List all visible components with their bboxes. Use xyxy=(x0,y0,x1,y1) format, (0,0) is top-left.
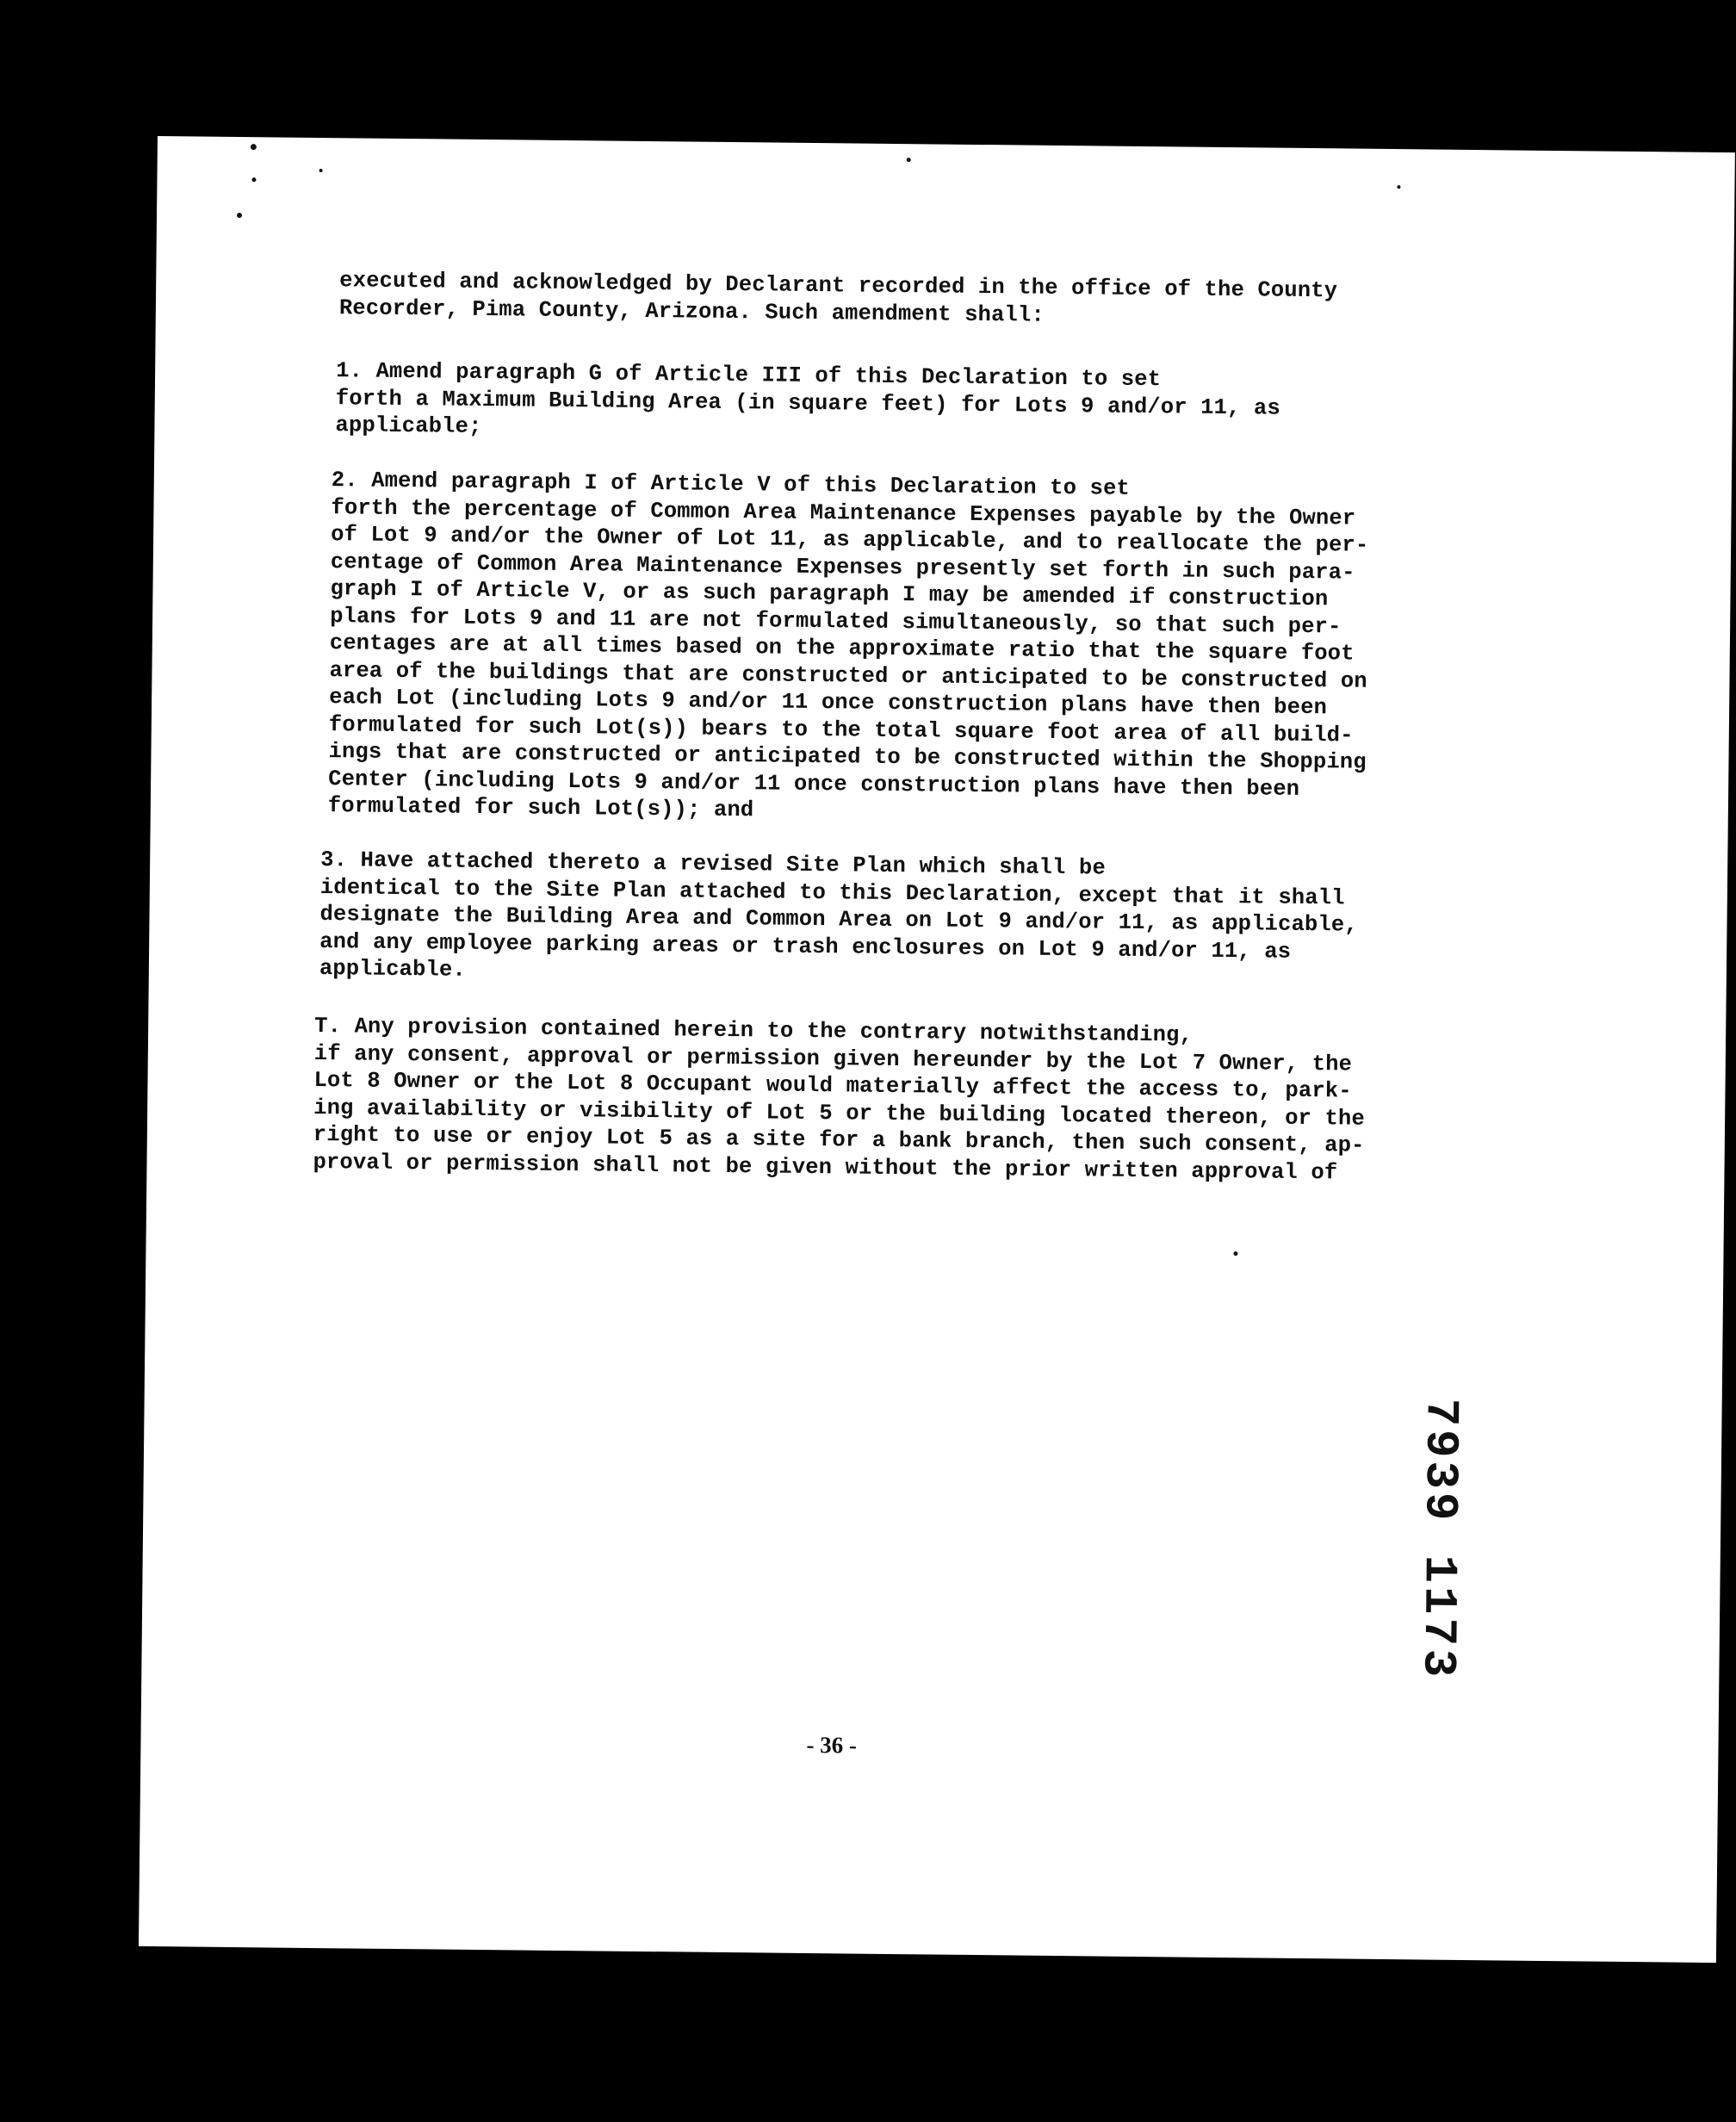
intro-paragraph: executed and acknowledged by Declarant recorded in the office of the County Recorder, Pima County, Arizona. Such amendment shall: xyxy=(338,268,1338,328)
recording-stamp: 7939 1173 xyxy=(1410,1398,1466,1681)
section-t-paragraph: T. Any provision contained herein to the contrary notwithstanding, if any consent, approval or permission given hereunder by the Lot 7 Owner, the Lot 8 Owner or the Lot 8 Occupant would materially affect the access to, park- ing availability or visibility of Lot 5 or the building located thereon, or the right to use or enjoy Lot 5 as a site for a bank branch, then such consent, ap- proval or permission shall not be given without the prior written approval of xyxy=(313,1013,1366,1185)
page-number: - 36 - xyxy=(806,1731,858,1759)
numbered-paragraph-1: 1. Amend paragraph G of Article III of this Declaration to set forth a Maximum Building Area (in square feet) for Lots 9 and/or 11, as applicable; xyxy=(335,358,1281,439)
scan-speck xyxy=(319,169,323,172)
scan-speck xyxy=(237,213,242,218)
scan-speck xyxy=(907,158,911,162)
scan-speck xyxy=(251,144,257,150)
scan-speck xyxy=(1233,1251,1237,1256)
scan-speck xyxy=(251,177,256,182)
numbered-paragraph-3: 3. Have attached thereto a revised Site Plan which shall be identical to the Site Plan attached to this Declaration, except that it shall designate the Building Area and Common Area on Lot 9 and/or 11, as applicable, and any employee parking areas or trash enclosures on Lot 9 and/or 11, as applicable. xyxy=(319,847,1358,983)
scan-speck xyxy=(1397,185,1400,189)
document-page xyxy=(139,136,1735,1963)
numbered-paragraph-2: 2. Amend paragraph I of Article V of this Declaration to set forth the percentage of Common Area Maintenance Expenses payable by the Owner of Lot 9 and/or the Owner of Lot 11, as applicable, and to reallocate the per- centage of Common Area Maintenance Expenses presently set forth in such para- graph I of Article V, or as such paragraph I may be amended if construction plans for Lots 9 and 11 are not formulated simultaneously, so that such per- centages are at all times based on the approximate ratio that the square foot area of the buildings that are constructed or anticipated to be constructed on each Lot (including Lots 9 and/or 11 once construction plans have then been formulated for such Lot(s)) bears to the total square foot area of all build- ings that are constructed or anticipated to be constructed within the Shopping Center (including Lots 9 and/or 11 once construction plans have then been formulated for such Lot(s)); and xyxy=(327,468,1369,823)
